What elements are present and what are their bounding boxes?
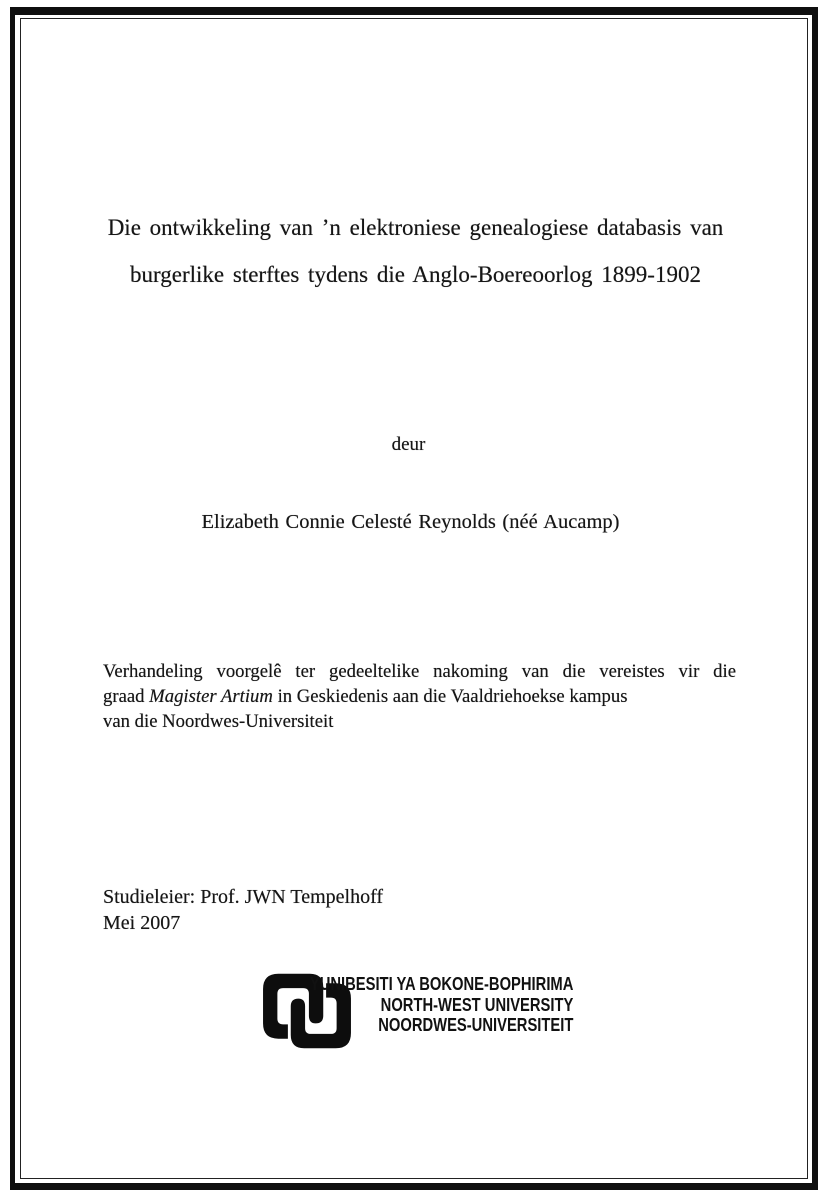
degree-name: Magister Artium — [149, 686, 273, 707]
date-line: Mei 2007 — [103, 912, 181, 934]
degree-statement — [103, 659, 736, 734]
supervisor-block — [103, 884, 383, 936]
degree-statement-line3: van die Noordwes-Universiteit — [103, 711, 334, 732]
thesis-title — [55, 204, 776, 298]
degree-statement-line1: Verhandeling voorgelê ter gedeeltelike nakoming van die vereistes vir die — [103, 661, 736, 682]
logo-text-line-afrikaans: NOORDWES-UNIVERSITEIT — [377, 1015, 573, 1035]
degree-statement-line2-suffix: in Geskiedenis aan die Vaaldriehoekse kampus — [272, 686, 628, 707]
logo-text-line-english: NORTH-WEST UNIVERSITY — [380, 994, 573, 1015]
degree-statement-line2-prefix: graad — [103, 686, 150, 707]
logo-text-line-setswana: YUNIBESITI YA BOKONE-BOPHIRIMA — [309, 974, 573, 994]
degree-statement-line2 — [103, 684, 736, 709]
thesis-title-line1: Die ontwikkeling van ’n elektroniese genealogiese databasis van — [107, 215, 724, 240]
supervisor-line: Studieleier: Prof. JWN Tempelhoff — [103, 886, 384, 908]
university-logo-text — [309, 974, 573, 1036]
thesis-title-line2: burgerlike sterftes tydens die Anglo-Boereoorlog 1899-1902 — [130, 262, 701, 287]
author-name: Elizabeth Connie Celesté Reynolds (néé Aucamp) — [201, 511, 620, 533]
byline-label: deur — [391, 434, 426, 455]
